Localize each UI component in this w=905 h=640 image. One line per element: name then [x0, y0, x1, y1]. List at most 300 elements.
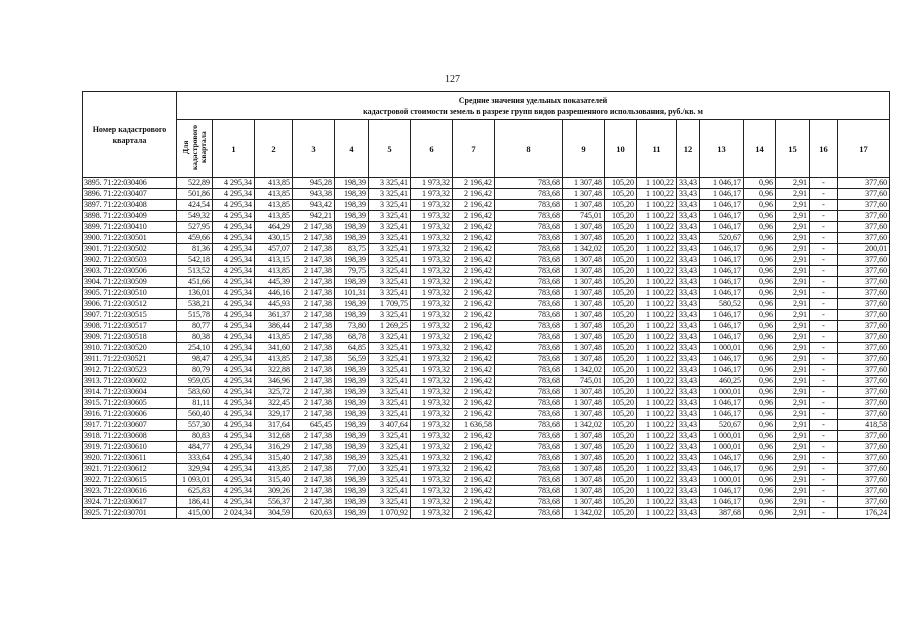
group-value-cell: 1 973,32 — [411, 376, 453, 387]
group-value-cell: 1 100,22 — [637, 332, 677, 343]
group-value-cell: 73,80 — [335, 321, 369, 332]
group-value-cell: 4 295,34 — [213, 475, 255, 486]
quarter-number-cell: 3901. 71:22:030502 — [83, 244, 177, 255]
group-value-cell: 1 973,32 — [411, 233, 453, 244]
quarter-value-cell: 625,83 — [177, 486, 213, 497]
group-value-cell: 4 295,34 — [213, 222, 255, 233]
group-value-cell: 33,43 — [677, 376, 700, 387]
group-value-cell: - — [810, 343, 838, 354]
group-value-cell: 580,52 — [700, 299, 744, 310]
group-value-cell: 1 046,17 — [700, 200, 744, 211]
group-value-cell: 2 147,38 — [293, 497, 335, 508]
group-value-cell: 101,31 — [335, 288, 369, 299]
quarter-number-cell: 3906. 71:22:030512 — [83, 299, 177, 310]
group-value-cell: 413,15 — [255, 255, 293, 266]
group-value-cell: 83,75 — [335, 244, 369, 255]
quarter-value-cell: 80,77 — [177, 321, 213, 332]
group-value-cell: 198,39 — [335, 376, 369, 387]
group-value-cell: 2 147,38 — [293, 464, 335, 475]
group-value-cell: 4 295,34 — [213, 497, 255, 508]
table-row — [83, 233, 890, 244]
group-value-cell: 2,91 — [776, 486, 810, 497]
group-value-cell: 1 973,32 — [411, 475, 453, 486]
group-value-cell: 783,68 — [495, 288, 563, 299]
group-value-cell: 3 325,41 — [369, 211, 411, 222]
group-value-cell: 176,24 — [838, 508, 890, 519]
group-value-cell: 4 295,34 — [213, 233, 255, 244]
group-value-cell: 3 325,41 — [369, 222, 411, 233]
group-value-cell: 1 046,17 — [700, 211, 744, 222]
quarter-number-cell: 3907. 71:22:030515 — [83, 310, 177, 321]
quarter-number-cell: 3899. 71:22:030410 — [83, 222, 177, 233]
quarter-number-cell: 3921. 71:22:030612 — [83, 464, 177, 475]
quarter-number-cell: 3922. 71:22:030615 — [83, 475, 177, 486]
group-value-cell: 1 709,75 — [369, 299, 411, 310]
group-value-cell: 1 100,22 — [637, 354, 677, 365]
group-value-cell: 2 147,38 — [293, 321, 335, 332]
group-value-cell: 33,43 — [677, 288, 700, 299]
group-value-cell: 2 147,38 — [293, 244, 335, 255]
group-value-cell: 0,96 — [744, 365, 776, 376]
group-value-cell: 1 046,17 — [700, 354, 744, 365]
group-value-cell: 0,96 — [744, 464, 776, 475]
quarter-value-cell: 527,95 — [177, 222, 213, 233]
column-header-16: 16 — [810, 120, 838, 178]
quarter-value-cell: 560,40 — [177, 409, 213, 420]
group-value-cell: 620,63 — [293, 508, 335, 519]
group-value-cell: 1 342,02 — [563, 244, 605, 255]
group-value-cell: 1 307,48 — [563, 431, 605, 442]
group-value-cell: 2,91 — [776, 453, 810, 464]
group-value-cell: 783,68 — [495, 508, 563, 519]
group-value-cell: 2 196,42 — [453, 354, 495, 365]
group-header-line-2: кадастровой стоимости земель в разрезе групп видов разрешенного использования, руб./кв. м — [363, 106, 703, 116]
group-value-cell: 0,96 — [744, 376, 776, 387]
group-value-cell: 33,43 — [677, 442, 700, 453]
group-value-cell: 377,60 — [838, 376, 890, 387]
group-value-cell: 3 325,41 — [369, 387, 411, 398]
group-value-cell: 2,91 — [776, 398, 810, 409]
group-value-cell: 1 100,22 — [637, 409, 677, 420]
group-value-cell: 1 973,32 — [411, 420, 453, 431]
group-value-cell: 105,20 — [605, 398, 637, 409]
group-value-cell: 198,39 — [335, 310, 369, 321]
group-value-cell: 33,43 — [677, 332, 700, 343]
group-value-cell: 1 973,32 — [411, 266, 453, 277]
group-value-cell: 745,01 — [563, 211, 605, 222]
group-value-cell: 4 295,34 — [213, 365, 255, 376]
table-row — [83, 420, 890, 431]
group-value-cell: 3 325,41 — [369, 453, 411, 464]
group-value-cell: 105,20 — [605, 453, 637, 464]
group-value-cell: 3 325,41 — [369, 343, 411, 354]
group-value-cell: 745,01 — [563, 376, 605, 387]
group-value-cell: 3 325,41 — [369, 310, 411, 321]
group-value-cell: 0,96 — [744, 453, 776, 464]
quarter-value-cell: 583,60 — [177, 387, 213, 398]
group-value-cell: 4 295,34 — [213, 431, 255, 442]
group-value-cell: 105,20 — [605, 321, 637, 332]
group-value-cell: 1 307,48 — [563, 321, 605, 332]
group-value-cell: 556,37 — [255, 497, 293, 508]
group-value-cell: 783,68 — [495, 299, 563, 310]
group-value-cell: 1 973,32 — [411, 277, 453, 288]
group-value-cell: 77,00 — [335, 464, 369, 475]
group-value-cell: 1 307,48 — [563, 255, 605, 266]
group-value-cell: 445,39 — [255, 277, 293, 288]
column-header-12: 12 — [677, 120, 700, 178]
quarter-value-cell: 81,11 — [177, 398, 213, 409]
group-value-cell: 1 000,01 — [700, 431, 744, 442]
group-value-cell: 33,43 — [677, 464, 700, 475]
group-value-cell: 2 147,38 — [293, 475, 335, 486]
group-header — [177, 92, 890, 120]
group-value-cell: 2 196,42 — [453, 222, 495, 233]
table-row — [83, 431, 890, 442]
group-value-cell: 322,88 — [255, 365, 293, 376]
group-value-cell: 1 307,48 — [563, 332, 605, 343]
group-value-cell: 2 147,38 — [293, 266, 335, 277]
group-value-cell: 413,85 — [255, 332, 293, 343]
group-value-cell: 0,96 — [744, 288, 776, 299]
group-value-cell: 33,43 — [677, 420, 700, 431]
column-header-10: 10 — [605, 120, 637, 178]
group-value-cell: 33,43 — [677, 431, 700, 442]
group-value-cell: 1 307,48 — [563, 288, 605, 299]
group-value-cell: 377,60 — [838, 332, 890, 343]
group-value-cell: 4 295,34 — [213, 387, 255, 398]
group-value-cell: 4 295,34 — [213, 486, 255, 497]
group-value-cell: - — [810, 266, 838, 277]
group-value-cell: 377,60 — [838, 442, 890, 453]
group-value-cell: 1 973,32 — [411, 178, 453, 189]
group-value-cell: 783,68 — [495, 332, 563, 343]
group-value-cell: - — [810, 420, 838, 431]
quarter-number-cell: 3909. 71:22:030518 — [83, 332, 177, 343]
group-value-cell: - — [810, 200, 838, 211]
group-value-cell: - — [810, 442, 838, 453]
group-value-cell: 2 024,34 — [213, 508, 255, 519]
group-value-cell: 1 100,22 — [637, 475, 677, 486]
group-value-cell: 377,60 — [838, 277, 890, 288]
group-value-cell: 943,38 — [293, 189, 335, 200]
quarter-value-cell: 80,83 — [177, 431, 213, 442]
group-value-cell: 105,20 — [605, 200, 637, 211]
group-value-cell: 2 196,42 — [453, 376, 495, 387]
group-value-cell: 783,68 — [495, 398, 563, 409]
group-value-cell: 1 307,48 — [563, 178, 605, 189]
group-value-cell: 0,96 — [744, 266, 776, 277]
group-value-cell: 105,20 — [605, 343, 637, 354]
group-value-cell: 0,96 — [744, 244, 776, 255]
group-value-cell: 33,43 — [677, 233, 700, 244]
group-value-cell: 783,68 — [495, 244, 563, 255]
quarter-number-cell: 3896. 71:22:030407 — [83, 189, 177, 200]
group-value-cell: 4 295,34 — [213, 321, 255, 332]
quarter-value-cell: 329,94 — [177, 464, 213, 475]
group-value-cell: 377,60 — [838, 321, 890, 332]
group-value-cell: 377,60 — [838, 409, 890, 420]
group-value-cell: 1 046,17 — [700, 453, 744, 464]
group-value-cell: 3 407,64 — [369, 420, 411, 431]
group-value-cell: 341,60 — [255, 343, 293, 354]
group-value-cell: 1 973,32 — [411, 387, 453, 398]
group-value-cell: 2 196,42 — [453, 464, 495, 475]
group-value-cell: 0,96 — [744, 343, 776, 354]
table-row — [83, 464, 890, 475]
group-value-cell: 1 973,32 — [411, 288, 453, 299]
group-value-cell: 0,96 — [744, 442, 776, 453]
table-row — [83, 508, 890, 519]
quarter-number-cell: 3900. 71:22:030501 — [83, 233, 177, 244]
group-value-cell: 105,20 — [605, 332, 637, 343]
group-value-cell: 198,39 — [335, 387, 369, 398]
group-value-cell: 1 307,48 — [563, 299, 605, 310]
quarter-number-cell: 3916. 71:22:030606 — [83, 409, 177, 420]
group-value-cell: 33,43 — [677, 387, 700, 398]
group-value-cell: 0,96 — [744, 310, 776, 321]
group-value-cell: 2 196,42 — [453, 508, 495, 519]
group-value-cell: 520,67 — [700, 420, 744, 431]
group-value-cell: 33,43 — [677, 277, 700, 288]
group-value-cell: 783,68 — [495, 431, 563, 442]
quarter-number-cell: 3895. 71:22:030406 — [83, 178, 177, 189]
group-value-cell: 1 307,48 — [563, 387, 605, 398]
group-value-cell: 418,58 — [838, 420, 890, 431]
group-value-cell: 377,60 — [838, 288, 890, 299]
group-value-cell: 2 196,42 — [453, 299, 495, 310]
table-row — [83, 189, 890, 200]
group-value-cell: 198,39 — [335, 222, 369, 233]
group-value-cell: 325,72 — [255, 387, 293, 398]
group-value-cell: 377,60 — [838, 365, 890, 376]
group-value-cell: 1 100,22 — [637, 244, 677, 255]
quarter-number-cell: 3903. 71:22:030506 — [83, 266, 177, 277]
quarter-number-cell: 3920. 71:22:030611 — [83, 453, 177, 464]
group-value-cell: 1 000,01 — [700, 475, 744, 486]
group-value-cell: 2,91 — [776, 277, 810, 288]
group-value-cell: 33,43 — [677, 299, 700, 310]
group-value-cell: 2,91 — [776, 354, 810, 365]
group-value-cell: 3 325,41 — [369, 178, 411, 189]
group-value-cell: 33,43 — [677, 310, 700, 321]
quarter-number-cell: 3911. 71:22:030521 — [83, 354, 177, 365]
group-value-cell: 4 295,34 — [213, 288, 255, 299]
group-value-cell: 1 973,32 — [411, 211, 453, 222]
quarter-value-cell: 424,54 — [177, 200, 213, 211]
group-value-cell: 56,59 — [335, 354, 369, 365]
group-value-cell: 1 307,48 — [563, 453, 605, 464]
table-row — [83, 178, 890, 189]
group-value-cell: 105,20 — [605, 189, 637, 200]
table-row — [83, 277, 890, 288]
group-value-cell: 460,25 — [700, 376, 744, 387]
group-value-cell: 1 636,58 — [453, 420, 495, 431]
column-header-15: 15 — [776, 120, 810, 178]
group-value-cell: 33,43 — [677, 497, 700, 508]
group-value-cell: 377,60 — [838, 398, 890, 409]
group-value-cell: 1 307,48 — [563, 497, 605, 508]
group-value-cell: 1 100,22 — [637, 178, 677, 189]
group-value-cell: 2 147,38 — [293, 398, 335, 409]
group-value-cell: 1 307,48 — [563, 233, 605, 244]
group-value-cell: 413,85 — [255, 211, 293, 222]
group-value-cell: 2 147,38 — [293, 442, 335, 453]
group-value-cell: 2 196,42 — [453, 200, 495, 211]
group-value-cell: 377,60 — [838, 431, 890, 442]
group-value-cell: 2,91 — [776, 299, 810, 310]
group-value-cell: - — [810, 299, 838, 310]
group-value-cell: 413,85 — [255, 464, 293, 475]
quarter-value-cell: 333,64 — [177, 453, 213, 464]
quarter-number-cell: 3897. 71:22:030408 — [83, 200, 177, 211]
table-row — [83, 365, 890, 376]
group-value-cell: 1 046,17 — [700, 222, 744, 233]
group-value-cell: 33,43 — [677, 222, 700, 233]
group-value-cell: 3 325,41 — [369, 189, 411, 200]
group-value-cell: 2,91 — [776, 508, 810, 519]
group-value-cell: 1 973,32 — [411, 442, 453, 453]
group-value-cell: 446,16 — [255, 288, 293, 299]
group-value-cell: 33,43 — [677, 475, 700, 486]
group-value-cell: 1 100,22 — [637, 431, 677, 442]
column-header-8: 8 — [495, 120, 563, 178]
group-value-cell: 943,42 — [293, 200, 335, 211]
table-row — [83, 211, 890, 222]
column-header-17: 17 — [838, 120, 890, 178]
group-value-cell: 1 973,32 — [411, 200, 453, 211]
group-value-cell: - — [810, 211, 838, 222]
group-value-cell: 783,68 — [495, 354, 563, 365]
group-value-cell: 2,91 — [776, 343, 810, 354]
table-row — [83, 266, 890, 277]
group-value-cell: 33,43 — [677, 255, 700, 266]
group-value-cell: 1 100,22 — [637, 508, 677, 519]
column-header-13: 13 — [700, 120, 744, 178]
table-row — [83, 497, 890, 508]
group-value-cell: 1 070,92 — [369, 508, 411, 519]
group-value-cell: 1 000,01 — [700, 442, 744, 453]
group-value-cell: 2,91 — [776, 244, 810, 255]
group-value-cell: 2 147,38 — [293, 486, 335, 497]
group-value-cell: 783,68 — [495, 497, 563, 508]
group-value-cell: 0,96 — [744, 354, 776, 365]
table-row — [83, 200, 890, 211]
group-value-cell: 2 147,38 — [293, 277, 335, 288]
group-value-cell: 4 295,34 — [213, 200, 255, 211]
group-value-cell: 4 295,34 — [213, 255, 255, 266]
group-value-cell: 2 147,38 — [293, 233, 335, 244]
group-value-cell: 105,20 — [605, 420, 637, 431]
group-value-cell: 1 100,22 — [637, 420, 677, 431]
group-value-cell: 2,91 — [776, 376, 810, 387]
group-value-cell: 33,43 — [677, 343, 700, 354]
group-value-cell: 4 295,34 — [213, 398, 255, 409]
group-value-cell: 2,91 — [776, 431, 810, 442]
quarter-number-cell: 3908. 71:22:030517 — [83, 321, 177, 332]
group-value-cell: 346,96 — [255, 376, 293, 387]
group-value-cell: 386,44 — [255, 321, 293, 332]
group-value-cell: 783,68 — [495, 442, 563, 453]
group-value-cell: 2 147,38 — [293, 255, 335, 266]
group-value-cell: 4 295,34 — [213, 442, 255, 453]
group-value-cell: 4 295,34 — [213, 464, 255, 475]
group-value-cell: 198,39 — [335, 497, 369, 508]
group-value-cell: 105,20 — [605, 508, 637, 519]
group-value-cell: 2 196,42 — [453, 211, 495, 222]
group-value-cell: 1 046,17 — [700, 288, 744, 299]
group-value-cell: 198,39 — [335, 431, 369, 442]
group-value-cell: 1 307,48 — [563, 200, 605, 211]
group-value-cell: - — [810, 288, 838, 299]
group-value-cell: 377,60 — [838, 310, 890, 321]
group-value-cell: - — [810, 277, 838, 288]
group-value-cell: 3 325,41 — [369, 431, 411, 442]
group-value-cell: 4 295,34 — [213, 453, 255, 464]
group-value-cell: 377,60 — [838, 255, 890, 266]
group-value-cell: 1 307,48 — [563, 343, 605, 354]
table-row — [83, 222, 890, 233]
group-value-cell: 2 196,42 — [453, 343, 495, 354]
group-value-cell: 377,60 — [838, 387, 890, 398]
quarter-number-cell: 3898. 71:22:030409 — [83, 211, 177, 222]
group-value-cell: 1 100,22 — [637, 255, 677, 266]
group-value-cell: 2 196,42 — [453, 431, 495, 442]
group-value-cell: 2,91 — [776, 211, 810, 222]
group-value-cell: 430,15 — [255, 233, 293, 244]
table-row — [83, 486, 890, 497]
quarter-number-cell: 3905. 71:22:030510 — [83, 288, 177, 299]
quarter-number-header — [83, 92, 177, 178]
group-value-cell: 1 973,32 — [411, 453, 453, 464]
group-value-cell: 1 973,32 — [411, 332, 453, 343]
group-value-cell: 198,39 — [335, 475, 369, 486]
quarter-value-cell: 451,66 — [177, 277, 213, 288]
quarter-value-cell: 98,47 — [177, 354, 213, 365]
group-value-cell: 329,17 — [255, 409, 293, 420]
group-value-cell: 2 196,42 — [453, 266, 495, 277]
group-value-cell: 33,43 — [677, 508, 700, 519]
group-value-cell: 33,43 — [677, 244, 700, 255]
group-value-cell: 68,78 — [335, 332, 369, 343]
table-row — [83, 387, 890, 398]
group-value-cell: - — [810, 398, 838, 409]
group-value-cell: 1 100,22 — [637, 310, 677, 321]
group-value-cell: 1 100,22 — [637, 233, 677, 244]
group-value-cell: 1 973,32 — [411, 464, 453, 475]
group-value-cell: - — [810, 497, 838, 508]
group-value-cell: 783,68 — [495, 365, 563, 376]
group-value-cell: - — [810, 431, 838, 442]
group-value-cell: 4 295,34 — [213, 178, 255, 189]
quarter-value-cell: 80,79 — [177, 365, 213, 376]
group-value-cell: - — [810, 365, 838, 376]
group-value-cell: 783,68 — [495, 255, 563, 266]
column-header-11: 11 — [637, 120, 677, 178]
group-value-cell: 1 342,02 — [563, 508, 605, 519]
group-value-cell: 2 196,42 — [453, 277, 495, 288]
quarter-number-cell: 3904. 71:22:030509 — [83, 277, 177, 288]
group-value-cell: 105,20 — [605, 211, 637, 222]
quarter-number-cell: 3914. 71:22:030604 — [83, 387, 177, 398]
group-value-cell: 322,45 — [255, 398, 293, 409]
group-value-cell: 2 196,42 — [453, 288, 495, 299]
group-value-cell: 2,91 — [776, 255, 810, 266]
group-value-cell: - — [810, 376, 838, 387]
quarter-value-cell: 959,05 — [177, 376, 213, 387]
group-value-cell: 1 046,17 — [700, 189, 744, 200]
table-row — [83, 288, 890, 299]
